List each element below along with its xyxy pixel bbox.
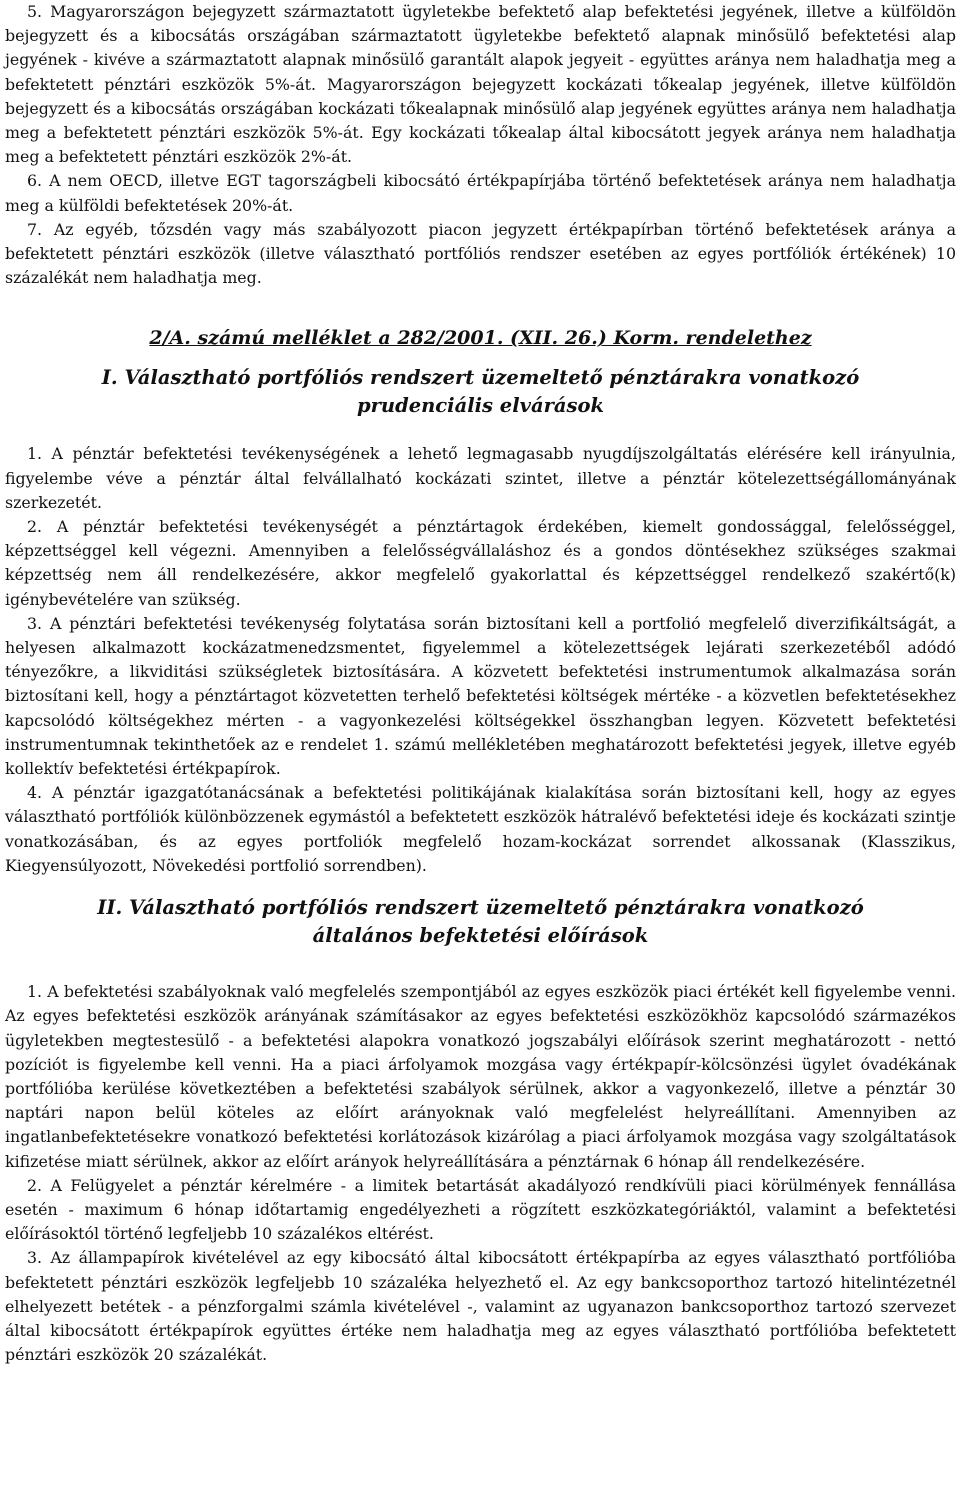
paragraph-7: 7. Az egyéb, tőzsdén vagy más szabályozott piacon jegyzett értékpapírban történő befektetések aránya a befektetett pénztári eszközök (illetve választható portfóliós rendszer esetében az egyes portfóliók értékének) 10 százalékát nem haladhatja meg. xyxy=(5,219,956,288)
section-1-paragraph-3: 3. A pénztári befektetési tevékenység folytatása során biztosítani kell a portfolió megfelelő diverzifikáltságát, a helyesen alkalmazott kockázatmenedzsmentet, figyelemmel a kötelezettségek lejárati szerkezetéből adódó tényezőkre, a likviditási szükségletek biztosítására. A közvetett befektetési instrumentumok alkalmazása során biztosítani kell, hogy a pénztártagot közvetetten terhelő befektetési költségek mértéke - a közvetlen befektetésekhez kapcsolódó költségekhez mérten - a vagyonkezelési költségekkel összhangban legyen. Közvetett befektetési instrumentumnak tekinthetőek az e rendelet 1. számú mellékletében meghatározott befektetési jegyek, illetve egyéb kollektív befektetési értékpapírok. xyxy=(5,613,956,779)
section-1-paragraph-2: 2. A pénztár befektetési tevékenységét a pénztártagok érdekében, kiemelt gondossággal, felelősséggel, képzettséggel kell végezni. Amennyiben a felelősségvállaláshoz és a gondos döntésekhez szükséges szakmai képzettség nem áll rendelkezésére, akkor megfelelő gyakorlattal és képzettséggel rendelkező szakértő(k) igénybevételére van szükség. xyxy=(5,517,956,609)
top-section xyxy=(5,0,956,290)
section-1-paragraph-4: 4. A pénztár igazgatótanácsának a befektetési politikájának kialakítása során biztosítani kell, hogy az egyes választható portfóliók különbözzenek egymástól a befektetett eszközök hátralévő befektetési ideje és kockázati szintje vonatkozásában, és az egyes portfoliók megfelelő hozam-kockázat sorrendet alkossanak (Klasszikus, Kiegyensúlyozott, Növekedési portfolió sorrendben). xyxy=(5,783,956,875)
section-2 xyxy=(5,894,956,1367)
section-2-paragraph-3: 3. Az állampapírok kivételével az egy kibocsátó által kibocsátott értékpapírba az egyes választható portfólióba befektetett pénztári eszközök legfeljebb 10 százaléka helyezhető el. Az egy bankcsoporthoz tartozó hitelintézetnél elhelyezett betétek - a pénzforgalmi számla kivételével -, valamint az ugyanazon bankcsoporthoz tartozó szervezet által kibocsátott értékpapírok együttes értéke nem haladhatja meg az egyes választható portfólióba befektetett pénztári eszközök 20 százalékát. xyxy=(5,1248,956,1365)
appendix-title: 2/A. számú melléklet a 282/2001. (XII. 26.) Korm. rendelethez xyxy=(149,327,812,350)
section-1-title: I. Választható portfóliós rendszert üzemeltető pénztárakra vonatkozó prudenciális elvárások xyxy=(101,366,860,418)
section-1 xyxy=(5,364,956,878)
section-2-title: II. Választható portfóliós rendszert üzemeltető pénztárakra vonatkozó általános befektetési előírások xyxy=(97,896,864,948)
paragraph-6: 6. A nem OECD, illetve EGT tagországbeli kibocsátó értékpapírjába történő befektetések aránya nem haladhatja meg a külföldi befektetések 20%-át. xyxy=(5,171,956,215)
section-1-paragraph-1: 1. A pénztár befektetési tevékenységének a lehető legmagasabb nyugdíjszolgáltatás elérésére kell irányulnia, figyelembe véve a pénztár által felvállalható kockázati szintet, illetve a pénztár kötelezettségállományának szerkezetét. xyxy=(5,444,956,512)
section-2-paragraph-2: 2. A Felügyelet a pénztár kérelmére - a limitek betartását akadályozó rendkívüli piaci körülmények fennállása esetén - maximum 6 hónap időtartamig engedélyezheti a rögzített eszközkategóriáktól, valamint a befektetési előírásoktól történő legfeljebb 10 százalékos eltérést. xyxy=(5,1175,956,1244)
section-2-paragraph-1: 1. A befektetési szabályoknak való megfelelés szempontjából az egyes eszközök piaci értékét kell figyelembe venni. Az egyes befektetési eszközök arányának számításakor az egyes befektetési eszközökhöz kapcsolódó származékos ügyletekben megtestesülő - a befektetési alapokra vonatkozó jogszabályi előírások szerint meghatározott - nettó pozíciót is figyelembe kell venni. Ha a piaci árfolyamok mozgása vagy értékpapír-kölcsönzési ügylet óvadékának portfólióba kerülése következtében a befektetési szabályok sérülnek, akkor a vagyonkezelő, illetve a pénztár 30 naptári napon belül köteles az előírt arányoknak való megfelelést helyreállítani. Amennyiben az ingatlanbefektetésekre vonatkozó befektetési korlátozások kizárólag a piaci árfolyamok mozgása vagy szolgáltatások kifizetése miatt sérülnek, akkor az előírt arányok helyreállítására a pénztárnak 6 hónap áll rendelkezésére. xyxy=(5,982,956,1171)
paragraph-5: 5. Magyarországon bejegyzett származtatott ügyletekbe befektető alap befektetési jegyének, illetve a külföldön bejegyzett és a kibocsátás országában származtatott ügyletekbe befektető alapnak minősülő befektetési alap jegyének - kivéve a származtatott alapnak minősülő garantált alapok jegyeit - együttes aránya nem haladhatja meg a befektetett pénztári eszközök 5%-át. Magyarországon bejegyzett kockázati tőkealap jegyének, illetve külföldön bejegyzett és a kibocsátás országában kockázati tőkealapnak minősülő alap jegyének együttes aránya nem haladhatja meg a befektetett pénztári eszközök 5%-át. Egy kockázati tőkealap által kibocsátott jegyek aránya nem haladhatja meg a befektetett pénztári eszközök 2%-át. xyxy=(5,2,956,167)
